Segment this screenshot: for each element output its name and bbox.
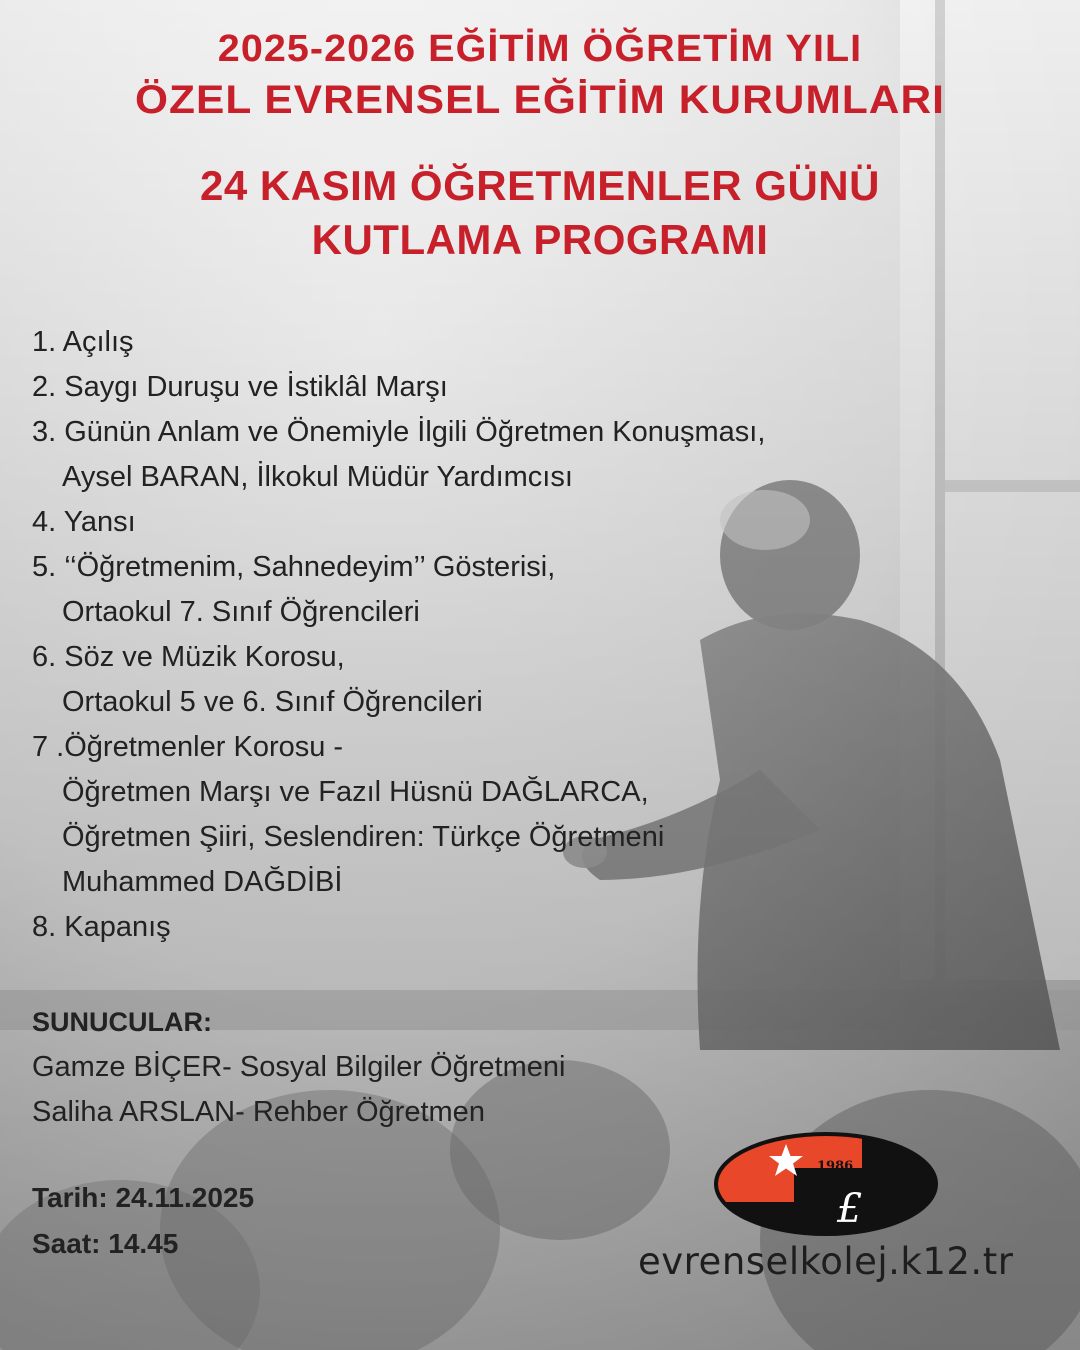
event-details: [32, 1175, 254, 1267]
event-title: 24 KASIM ÖĞRETMENLER GÜNÜ: [200, 162, 880, 209]
program-item-detail: Öğretmen Şiiri, Seslendiren: Türkçe Öğretmeni: [62, 821, 665, 853]
program-item: [32, 410, 852, 500]
program-item: [32, 365, 852, 410]
event-date: Tarih: 24.11.2025: [32, 1182, 255, 1213]
presenters-section: [32, 1000, 565, 1135]
logo-year: 1986: [817, 1159, 854, 1174]
logo-letter: £: [837, 1186, 863, 1232]
school-logo: [712, 1130, 940, 1238]
program-item-detail: Muhammed DAĞDİBİ: [62, 866, 343, 898]
program-item-text: 8. Kapanış: [32, 911, 171, 943]
program-list: [32, 320, 852, 950]
program-item-detail: Ortaokul 5 ve 6. Sınıf Öğrencileri: [62, 686, 483, 718]
program-item-text: 3. Günün Anlam ve Önemiyle İlgili Öğretmen Konuşması,: [32, 416, 766, 448]
program-item: [32, 635, 852, 725]
program-item-text: 6. Söz ve Müzik Korosu,: [32, 641, 345, 673]
program-item-text: 7 .Öğretmenler Korosu -: [32, 731, 344, 763]
program-item: [32, 905, 852, 950]
presenter-name: Gamze BİÇER- Sosyal Bilgiler Öğretmeni: [32, 1051, 566, 1083]
program-item: [32, 725, 852, 905]
institution-heading: ÖZEL EVRENSEL EĞİTİM KURUMLARI: [135, 78, 945, 122]
program-item: [32, 320, 852, 365]
program-item-text: 5. ‘‘Öğretmenim, Sahnedeyim’’ Gösterisi,: [32, 551, 556, 583]
program-item-detail: Öğretmen Marşı ve Fazıl Hüsnü DAĞLARCA,: [62, 776, 649, 808]
program-item-detail: Ortaokul 7. Sınıf Öğrencileri: [62, 596, 420, 628]
presenters-title: SUNUCULAR:: [32, 1007, 212, 1037]
website-address: evrenselkolej.k12.tr: [638, 1240, 1014, 1283]
school-year-heading: 2025-2026 EĞİTİM ÖĞRETİM YILI: [217, 28, 863, 70]
program-item: [32, 545, 852, 635]
program-item: [32, 500, 852, 545]
program-item-detail: Aysel BARAN, İlkokul Müdür Yardımcısı: [62, 461, 573, 493]
event-time: Saat: 14.45: [32, 1228, 179, 1259]
program-item-text: 4. Yansı: [32, 506, 136, 538]
program-item-text: 2. Saygı Duruşu ve İstiklâl Marşı: [32, 371, 448, 403]
program-item-text: 1. Açılış: [32, 326, 134, 358]
event-subtitle: KUTLAMA PROGRAMI: [311, 216, 769, 263]
presenter-name: Saliha ARSLAN- Rehber Öğretmen: [32, 1096, 485, 1128]
